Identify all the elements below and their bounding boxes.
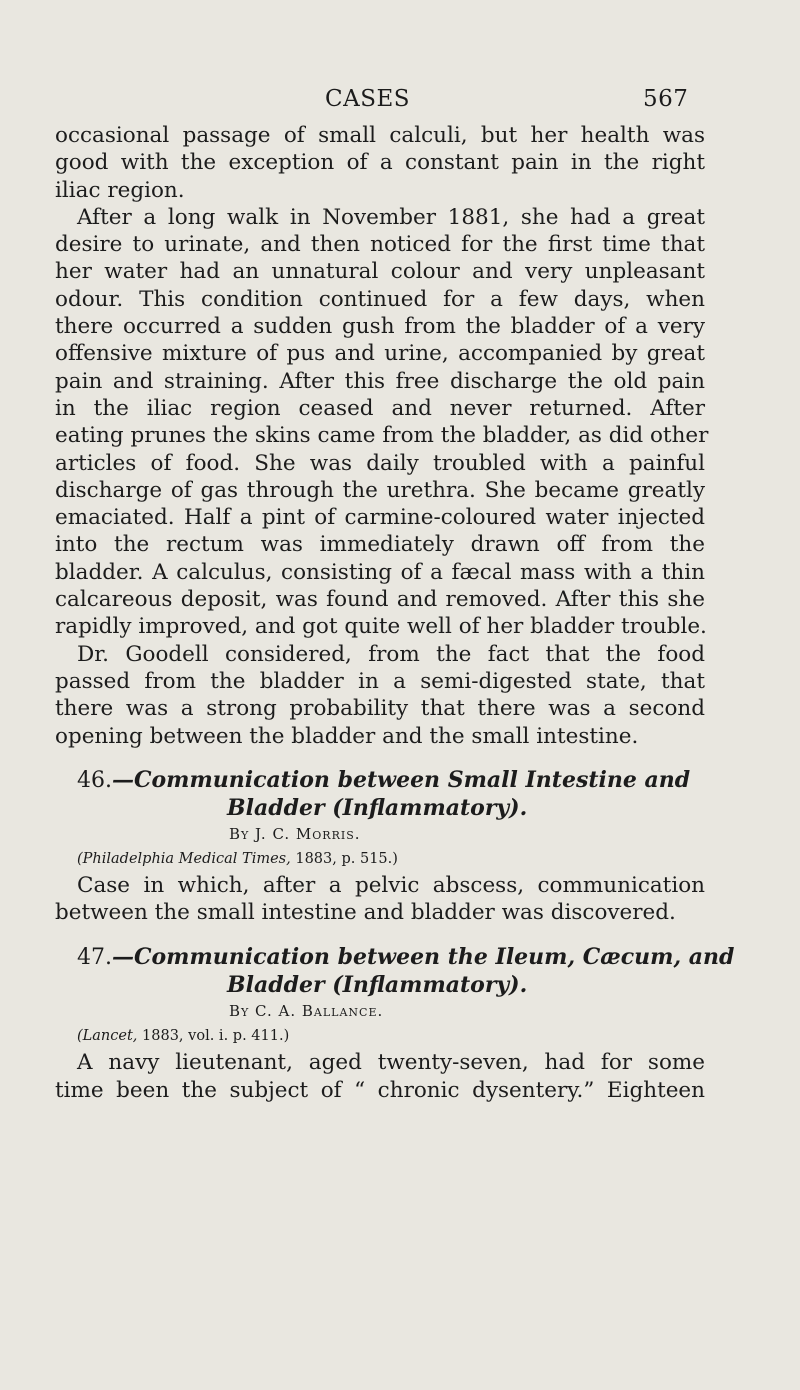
case-47-title-line2: Bladder (Inflammatory). — [227, 972, 528, 999]
text-line: calcareous deposit, was found and removed. After this she — [55, 587, 705, 613]
text-line: passed from the bladder in a semi-digested state, that — [55, 668, 705, 694]
text-line: emaciated. Half a pint of carmine-coloured water injected — [55, 505, 705, 531]
case-47-journal: (Lancet, — [77, 1028, 138, 1045]
text-line: iliac region. — [55, 177, 185, 203]
page-number: 567 — [643, 86, 689, 112]
case-47-citation — [55, 1023, 705, 1049]
case-46-heading — [55, 766, 705, 794]
text-line: odour. This condition continued for a few days, when — [55, 286, 705, 312]
text-line: occasional passage of small calculi, but her health was — [55, 123, 705, 148]
case-46-title-line2: Bladder (Inflammatory). — [227, 794, 528, 821]
text-line: pain and straining. After this free discharge the old pain — [55, 368, 705, 394]
text-line: opening between the bladder and the small intestine. — [55, 723, 639, 749]
text-line: desire to urinate, and then noticed for the first time that — [55, 232, 705, 258]
case-46-byline: By J. C. Morris. — [229, 824, 361, 843]
text-line: there occurred a sudden gush from the bladder of a very — [55, 314, 705, 340]
case-46-citation-details: 1883, p. 515.) — [295, 850, 398, 867]
case-47-byline: By C. A. Ballance. — [229, 1002, 384, 1021]
text-line: her water had an unnatural colour and very unpleasant — [55, 259, 705, 285]
running-head-title: CASES — [325, 86, 411, 112]
text-line: rapidly improved, and got quite well of her bladder trouble. — [55, 614, 707, 640]
case-47-title-line1: —Communication between the Ileum, Cæcum, and — [112, 944, 735, 971]
case-47-citation-details: 1883, vol. i. p. 411.) — [142, 1028, 290, 1045]
text-line: there was a strong probability that there was a second — [55, 696, 705, 722]
case-46-title-line1: —Communication between Small Intestine and — [112, 766, 691, 793]
text-line: in the iliac region ceased and never returned. After — [55, 395, 705, 421]
text-line: good with the exception of a constant pain in the right — [55, 150, 705, 176]
text-line: eating prunes the skins came from the bladder, as did other — [55, 423, 709, 449]
text-line: Dr. Goodell considered, from the fact that the food — [77, 641, 705, 667]
text-line: After a long walk in November 1881, she had a great — [77, 204, 705, 230]
case-46-citation — [55, 846, 705, 872]
text-line: between the small intestine and bladder was discovered. — [55, 900, 676, 926]
case-47-heading — [55, 943, 735, 971]
text-line: time been the subject of “ chronic dysentery.” Eighteen — [55, 1077, 705, 1103]
text-line: offensive mixture of pus and urine, accompanied by great — [55, 341, 705, 367]
text-line: A navy lieutenant, aged twenty-seven, had for some — [77, 1050, 705, 1076]
case-46-number: 46. — [77, 767, 112, 793]
text-line: articles of food. She was daily troubled with a painful — [55, 450, 705, 476]
case-46-journal: (Philadelphia Medical Times, — [77, 850, 291, 867]
text-line: bladder. A calculus, consisting of a fæcal mass with a thin — [55, 559, 705, 585]
text-line: Case in which, after a pelvic abscess, communication — [77, 872, 705, 898]
text-line: discharge of gas through the urethra. She became greatly — [55, 477, 705, 503]
text-line: into the rectum was immediately drawn off from the — [55, 532, 705, 558]
page-body — [55, 122, 735, 1104]
running-head — [0, 86, 800, 116]
case-47-number: 47. — [77, 945, 112, 971]
